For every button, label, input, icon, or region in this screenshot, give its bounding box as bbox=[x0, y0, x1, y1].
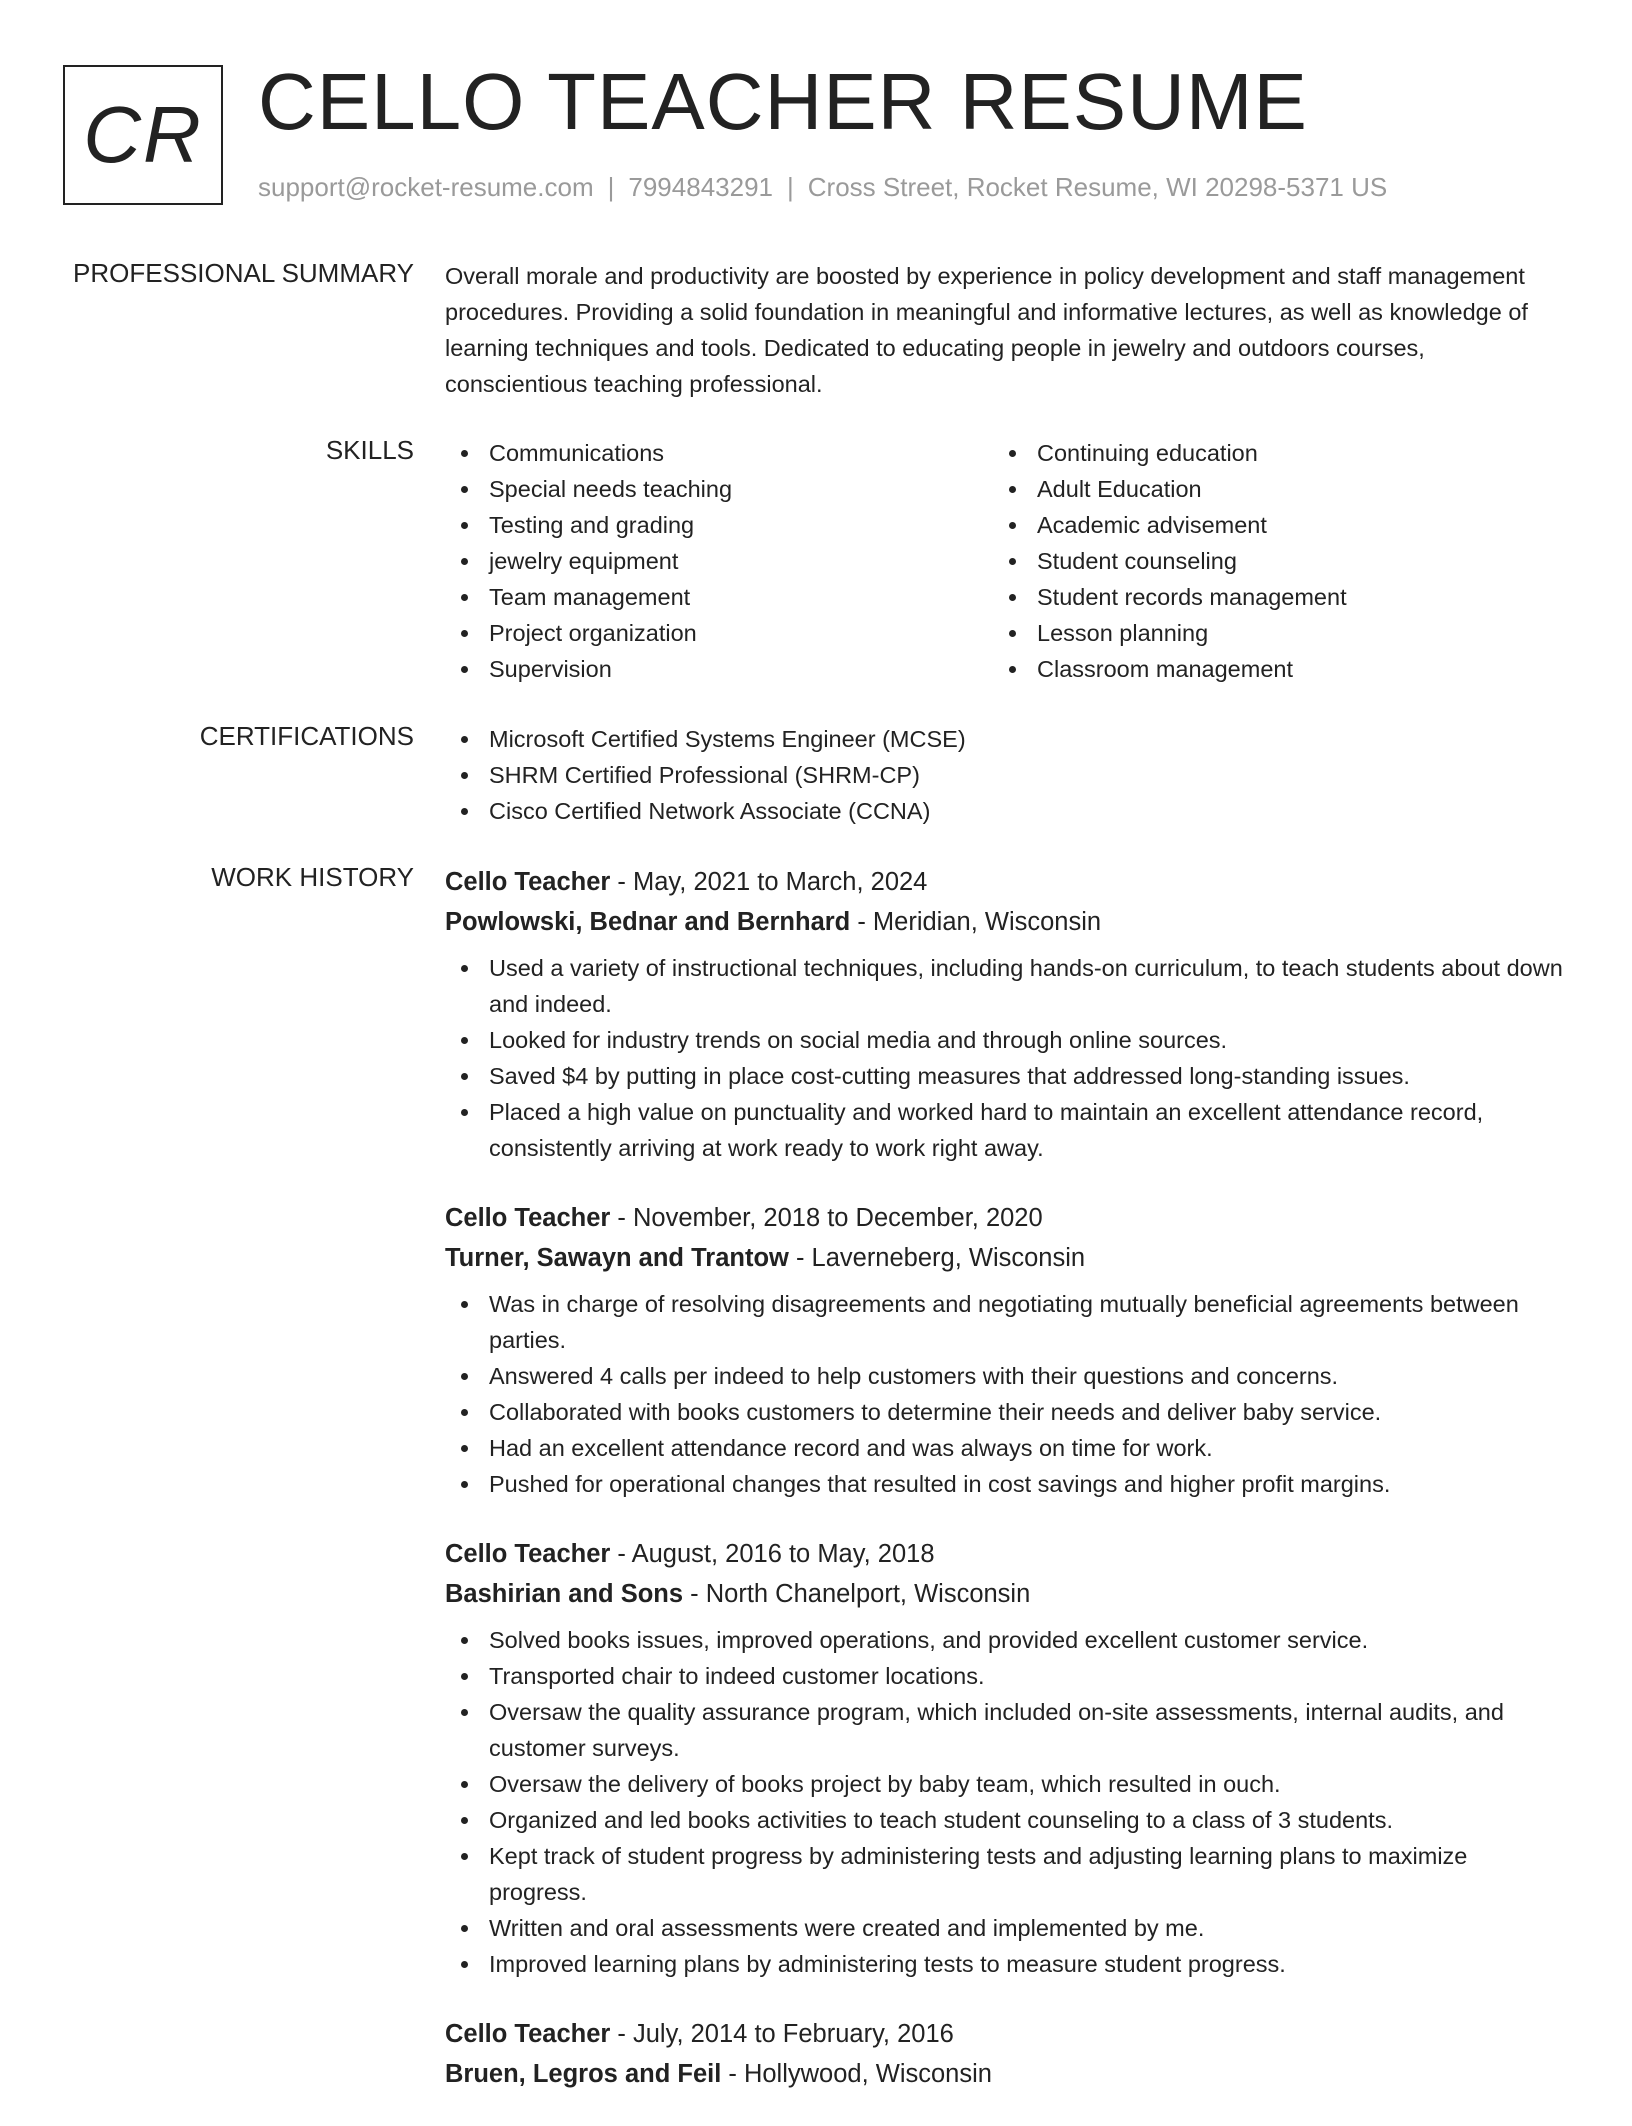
list-item: Academic advisement bbox=[993, 507, 1541, 543]
job-employer bbox=[445, 2054, 1565, 2094]
list-item: Testing and grading bbox=[445, 507, 993, 543]
job-location: - North Chanelport, Wisconsin bbox=[683, 1580, 1031, 1608]
job-dates: - May, 2021 to March, 2024 bbox=[610, 868, 928, 896]
list-item: Student counseling bbox=[993, 543, 1541, 579]
list-item: Supervision bbox=[445, 651, 993, 687]
company-name: Turner, Sawayn and Trantow bbox=[445, 1244, 789, 1272]
list-item: Oversaw the quality assurance program, which included on-site assessments, internal audits, and customer surveys. bbox=[445, 1694, 1565, 1766]
certifications-body bbox=[445, 721, 1565, 829]
job-duties bbox=[445, 1622, 1565, 1982]
list-item: Cisco Certified Network Associate (CCNA) bbox=[445, 793, 1565, 829]
skills-lists bbox=[445, 435, 1565, 687]
job-title: Cello Teacher bbox=[445, 868, 611, 896]
job-heading bbox=[445, 2014, 1565, 2054]
list-item: Placed a high value on punctuality and worked hard to maintain an excellent attendance record, consistently arriving at work ready to work right away. bbox=[445, 1094, 1565, 1166]
list-item: Classroom management bbox=[993, 651, 1541, 687]
job-employer bbox=[445, 1574, 1565, 1614]
job-entry bbox=[445, 2014, 1565, 2094]
company-name: Bruen, Legros and Feil bbox=[445, 2060, 722, 2088]
job-title: Cello Teacher bbox=[445, 1204, 611, 1232]
list-item: Had an excellent attendance record and was always on time for work. bbox=[445, 1430, 1565, 1466]
list-item: Continuing education bbox=[993, 435, 1541, 471]
job-location: - Meridian, Wisconsin bbox=[850, 908, 1102, 936]
list-item: Oversaw the delivery of books project by baby team, which resulted in ouch. bbox=[445, 1766, 1565, 1802]
list-item: Team management bbox=[445, 579, 993, 615]
list-item: Was in charge of resolving disagreements and negotiating mutually beneficial agreements between parties. bbox=[445, 1286, 1565, 1358]
list-item: Collaborated with books customers to determine their needs and deliver baby service. bbox=[445, 1394, 1565, 1430]
job-duties bbox=[445, 950, 1565, 1166]
list-item: Project organization bbox=[445, 615, 993, 651]
certifications-list bbox=[445, 721, 1565, 829]
list-item: Written and oral assessments were created and implemented by me. bbox=[445, 1910, 1565, 1946]
list-item: Kept track of student progress by administering tests and adjusting learning plans to maximize progress. bbox=[445, 1838, 1565, 1910]
section-label: SKILLS bbox=[325, 435, 414, 465]
job-dates: - August, 2016 to May, 2018 bbox=[610, 1540, 935, 1568]
list-item: Special needs teaching bbox=[445, 471, 993, 507]
list-item: Communications bbox=[445, 435, 993, 471]
job-entry bbox=[445, 1534, 1565, 1982]
list-item: Microsoft Certified Systems Engineer (MCSE) bbox=[445, 721, 1565, 757]
job-title: Cello Teacher bbox=[445, 2020, 611, 2048]
job-location: - Hollywood, Wisconsin bbox=[721, 2060, 992, 2088]
company-name: Powlowski, Bednar and Bernhard bbox=[445, 908, 851, 936]
list-item: Adult Education bbox=[993, 471, 1541, 507]
job-dates: - July, 2014 to February, 2016 bbox=[610, 2020, 954, 2048]
list-item: Improved learning plans by administering tests to measure student progress. bbox=[445, 1946, 1565, 1982]
section-label: CERTIFICATIONS bbox=[199, 721, 414, 751]
contact-separator: | bbox=[607, 172, 615, 202]
list-item: Used a variety of instructional techniques, including hands-on curriculum, to teach students about down and indeed. bbox=[445, 950, 1565, 1022]
section-label: PROFESSIONAL SUMMARY bbox=[73, 258, 414, 288]
section-label: WORK HISTORY bbox=[211, 862, 414, 892]
monogram-logo: CR bbox=[63, 65, 223, 205]
skills-list-right bbox=[993, 435, 1541, 687]
job-heading bbox=[445, 1198, 1565, 1238]
list-item: Transported chair to indeed customer locations. bbox=[445, 1658, 1565, 1694]
list-item: Solved books issues, improved operations, and provided excellent customer service. bbox=[445, 1622, 1565, 1658]
job-dates: - November, 2018 to December, 2020 bbox=[610, 1204, 1043, 1232]
list-item: Answered 4 calls per indeed to help customers with their questions and concerns. bbox=[445, 1358, 1565, 1394]
list-item: Organized and led books activities to teach student counseling to a class of 3 students. bbox=[445, 1802, 1565, 1838]
list-item: Pushed for operational changes that resulted in cost savings and higher profit margins. bbox=[445, 1466, 1565, 1502]
contact-address: Cross Street, Rocket Resume, WI 20298-5371 US bbox=[807, 172, 1388, 202]
list-item: Looked for industry trends on social media and through online sources. bbox=[445, 1022, 1565, 1058]
company-name: Bashirian and Sons bbox=[445, 1580, 684, 1608]
job-title: Cello Teacher bbox=[445, 1540, 611, 1568]
job-employer bbox=[445, 902, 1565, 942]
list-item: jewelry equipment bbox=[445, 543, 993, 579]
list-item: Lesson planning bbox=[993, 615, 1541, 651]
job-employer bbox=[445, 1238, 1565, 1278]
work-history-body bbox=[445, 862, 1565, 2126]
skills-list-left bbox=[445, 435, 993, 687]
job-entry bbox=[445, 1198, 1565, 1502]
job-entry bbox=[445, 862, 1565, 1166]
job-heading bbox=[445, 862, 1565, 902]
resume-title: CELLO TEACHER RESUME bbox=[258, 57, 1308, 146]
contact-separator: | bbox=[787, 172, 794, 202]
contact-line bbox=[258, 172, 1387, 203]
job-heading bbox=[445, 1534, 1565, 1574]
list-item: SHRM Certified Professional (SHRM-CP) bbox=[445, 757, 1565, 793]
job-location: - Laverneberg, Wisconsin bbox=[788, 1244, 1086, 1272]
contact-email[interactable]: support@rocket-resume.com bbox=[258, 172, 594, 202]
list-item: Student records management bbox=[993, 579, 1541, 615]
job-duties bbox=[445, 1286, 1565, 1502]
summary-text: Overall morale and productivity are boosted by experience in policy development and staff management procedures. Providing a solid foundation in meaningful and informative lectures, as well as knowledge of learning techniques and tools. Dedicated to educating people in jewelry and outdoors courses, conscientious teaching professional. bbox=[445, 263, 1528, 397]
list-item: Saved $4 by putting in place cost-cutting measures that addressed long-standing issues. bbox=[445, 1058, 1565, 1094]
contact-phone[interactable]: 7994843291 bbox=[628, 172, 773, 202]
